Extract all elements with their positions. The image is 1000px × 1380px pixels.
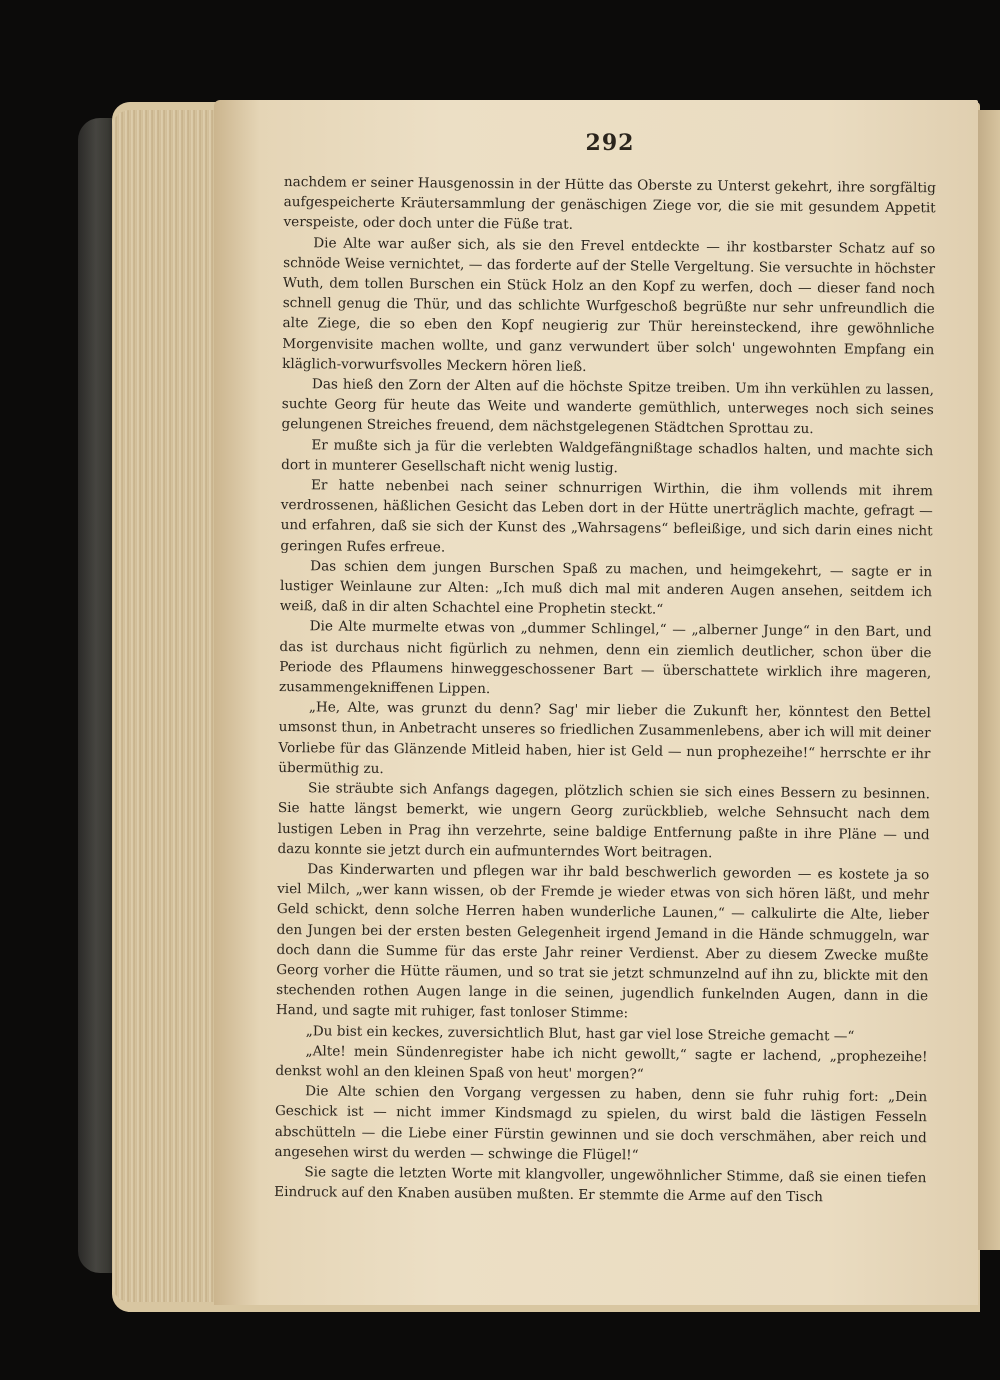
paragraph: Sie sträubte sich Anfangs dagegen, plötzlich schien sie sich eines Bessern zu besinnen. Sie hatte längst bemerkt, wie ungern Georg zurückblieb, welche Sehnsucht nach dem lustigen Leben in Prag ihn verzehrte, seine baldige Entfernung paßte in ihre Pläne — und dazu konnte sie jetzt durch ein aufmunterndes Wort beitragen.: [277, 780, 931, 861]
page-edges: [112, 110, 224, 1302]
paragraph: „He, Alte, was grunzt du denn? Sag' mir lieber die Zukunft her, könntest den Bettel umsonst thun, in Anbetracht unseres so friedlichen Zusammenlebens, aber ich will mit deiner Vorliebe für das Glänzende Mitleid haben, hier ist Geld — nun prophezeihe!“ herrschte er ihr übermüthig zu.: [278, 699, 931, 777]
paragraph: „Du bist ein keckes, zuversichtlich Blut, hast gar viel lose Streiche gemacht —“: [305, 1022, 855, 1045]
paragraph: nachdem er seiner Hausgenossin in der Hütte das Oberste zu Unterst gekehrt, ihre sorgfältig aufgespeicherte Kräutersammlung der genäschigen Ziege vor, die sie mit gesundem Appetit verspeiste, oder doch unter die Füße trat.: [283, 173, 936, 234]
paragraph: Das Kinderwarten und pflegen war ihr bald beschwerlich geworden — es kostete ja so viel Milch, „wer kann wissen, ob der Fremde je wieder etwas von sich hören läßt, und mehr Geld schickt, denn solche Herren haben wunderliche Launen,“ — calkulirte die Alte, lieber den Jungen bei der ersten besten Gelegenheit irgend Jemand in die Hände schmuggeln, war doch dann die Summe für das erste Jahr reiner Verdienst. Aber zu diesem Zwecke mußte Georg vorher die Hütte räumen, und so trat sie jetzt schmunzelnd auf ihn zu, blickte mit den stechenden rothen Augen lange in die seinen, jugendlich funkelnden Augen, dann in die Hand, und sagte mit ruhiger, fast tonloser Stimme:: [275, 861, 930, 1022]
paragraph: Er mußte sich ja für die verlebten Waldgefängnißtage schadlos halten, und machte sich dort in munterer Gesellschaft nicht wenig lustig.: [281, 436, 934, 477]
page-number: 292: [585, 130, 635, 156]
paragraph: Er hatte nebenbei nach seiner schnurrigen Wirthin, die ihm vollends mit ihrem verdrossenen, häßlichen Gesicht das Leben dort in der Hütte unerträglich machte, gefragt — und erfahren, daß sie sich der Kunst des „Wahrsagens“ befleißige, und sich darin eines nicht geringen Rufes erfreue.: [280, 477, 934, 556]
paragraph: Die Alte murmelte etwas von „dummer Schlingel,“ — „alberner Junge“ in den Bart, und das ist durchaus nicht figürlich zu nehmen, denn ein ziemlich deutlicher, schon über die Periode des Pflaumens hinweggeschossener Bart — überschattete wirklich ihre mageren, zusammengekniffenen Lippen.: [278, 618, 932, 698]
paragraph: Das schien dem jungen Burschen Spaß zu machen, und heimgekehrt, — sagte er in lustiger Weinlaune zur Alten: „Ich muß dich mal mit anderen Augen ansehen, seitdem ich weiß, daß in dir alten Schachtel eine Prophetin steckt.“: [279, 558, 933, 618]
paragraph: Das hieß den Zorn der Alten auf die höchste Spitze treiben. Um ihn verkühlen zu lassen, suchte Georg für heute das Weite und wanderte gemüthlich, unterweges noch sich seines gelungenen Streiches freuend, dem nächstgelegenen Städtchen Sprottau zu.: [281, 376, 935, 438]
paragraph: Die Alte war außer sich, als sie den Frevel entdeckte — ihr kostbarster Schatz auf so schnöde Weise vernichtet, — das forderte auf der Stelle Vergeltung. Sie versuchte in höchster Wuth, dem tollen Burschen ein Stück Holz an den Kopf zu werfen, doch — dieser fand noch schnell genug die Thür, und das schlichte Wurfgeschoß begrüßte nur sehr unfreundlich die alte Ziege, die so eben den Kopf neugierig zur Thür hereinsteckend, ihre gewöhnliche Morgenvisite machen wollte, und ganz verwundert über solch' ungewohnten Empfang ein kläglich-vorwurfsvolles Meckern hören ließ.: [282, 234, 936, 375]
paragraph: „Alte! mein Sündenregister habe ich nicht gewollt,“ sagte er lachend, „prophezeihe! denkst wohl an den kleinen Spaß von heut' morgen?“: [275, 1042, 928, 1083]
text-column: [274, 172, 936, 1209]
paragraph: Sie sagte die letzten Worte mit klangvoller, ungewöhnlicher Stimme, daß sie einen tiefen Eindruck auf den Knaben ausüben mußten. Er stemmte die Arme auf den Tisch: [274, 1164, 927, 1206]
paragraph: Die Alte schien den Vorgang vergessen zu haben, denn sie fuhr ruhig fort: „Dein Geschick ist — nicht immer Kindsmagd zu spielen, du wirst bald die lästigen Fesseln abschütteln — die Liebe einer Fürstin gewinnen und sie doch verschmähen, aber reich und angesehen wirst du werden — schwinge die Flügel!“: [274, 1083, 928, 1164]
